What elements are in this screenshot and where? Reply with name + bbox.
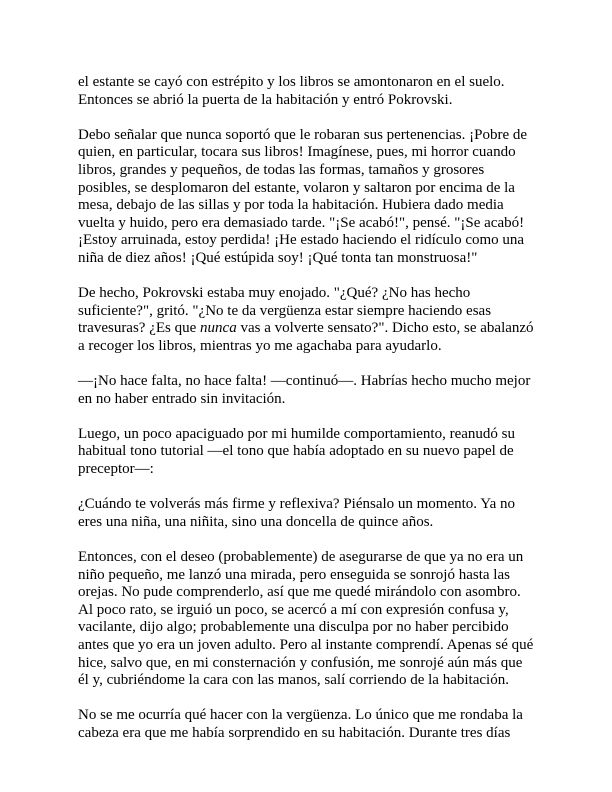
text-line: a recoger los libros, mientras yo me agachaba para ayudarlo.: [78, 337, 442, 354]
text-line: Luego, un poco apaciguado por mi humilde comportamiento, reanudó su: [78, 425, 515, 442]
paragraph-4: [78, 373, 538, 408]
text-line: orejas. No pude comprenderlo, así que me quedé mirándolo con asombro.: [78, 584, 521, 601]
text-line: Entonces, con el deseo (probablemente) de asegurarse de que ya no era un: [78, 549, 524, 566]
text-line: eres una niña, una niñita, sino una doncella de quince años.: [78, 513, 434, 530]
text-line: ¿Cuándo te volverás más firme y reflexiva? Piénsalo un momento. Ya no: [78, 496, 515, 513]
text-line: hice, salvo que, en mi consternación y confusión, me sonrojé aún más que: [78, 654, 523, 671]
text-line: —¡No hace falta, no hace falta! —continuó—. Habrías hecho mucho mejor: [78, 373, 531, 390]
text-line: en no haber entrado sin invitación.: [78, 390, 286, 407]
paragraph-8: [78, 707, 538, 742]
text-line: cabeza era que me había sorprendido en su habitación. Durante tres días: [78, 724, 511, 741]
paragraph-3: [78, 285, 538, 355]
paragraph-6: [78, 496, 538, 531]
text-line: No se me ocurría qué hacer con la vergüenza. Lo único que me rondaba la: [78, 707, 523, 724]
paragraph-1: [78, 74, 538, 109]
text-line: niño pequeño, me lanzó una mirada, pero enseguida se sonrojó hasta las: [78, 566, 510, 583]
emphasized-word: nunca: [200, 320, 237, 337]
text-line: Debo señalar que nunca soportó que le robaran sus pertenencias. ¡Pobre de: [78, 126, 528, 143]
text-line: el estante se cayó con estrépito y los libros se amontonaron en el suelo.: [78, 74, 505, 90]
text-line: Entonces se abrió la puerta de la habitación y entró Pokrovski.: [78, 91, 453, 108]
text-line: él y, cubriéndome la cara con las manos, salí corriendo de la habitación.: [78, 672, 509, 689]
text-line: [78, 320, 538, 338]
text-line: mesa, debajo de las sillas y por toda la habitación. Hubiera dado media: [78, 197, 504, 214]
text-line: De hecho, Pokrovski estaba muy enojado. "¿Qué? ¿No has hecho: [78, 285, 471, 302]
text-line: preceptor—:: [78, 461, 154, 478]
text-line: niña de diez años! ¡Qué estúpida soy! ¡Qué tonta tan monstruosa!": [78, 249, 478, 266]
text-line: vuelta y huido, pero era demasiado tarde. "¡Se acabó!", pensé. "¡Se acabó!: [78, 214, 525, 231]
text-line: quien, en particular, tocara sus libros! Imagínese, pues, mi horror cuando: [78, 144, 516, 161]
paragraph-7: [78, 549, 538, 690]
paragraph-5: [78, 426, 538, 479]
text-segment: travesuras? ¿Es que: [78, 320, 201, 337]
text-line: ¡Estoy arruinada, estoy perdida! ¡He estado haciendo el ridículo como una: [78, 232, 525, 249]
text-line: habitual tono tutorial —el tono que había adoptado en su nuevo papel de: [78, 443, 514, 460]
text-line: Al poco rato, se irguió un poco, se acercó a mí con expresión confusa y,: [78, 601, 509, 618]
text-line: suficiente?", gritó. "¿No te da vergüenza estar siempre haciendo esas: [78, 302, 492, 319]
text-line: vacilante, dijo algo; probablemente una disculpa por no haber percibido: [78, 619, 509, 636]
text-line: libros, grandes y pequeños, de todas las formas, tamaños y grosores: [78, 161, 485, 178]
text-segment: vas a volverte sensato?". Dicho esto, se abalanzó: [236, 320, 534, 337]
document-body: [78, 74, 538, 760]
paragraph-2: [78, 127, 538, 268]
text-line: antes que yo era un joven adulto. Pero al instante comprendí. Apenas sé qué: [78, 637, 534, 653]
text-line: posibles, se desplomaron del estante, volaron y saltaron por encima de la: [78, 179, 515, 196]
